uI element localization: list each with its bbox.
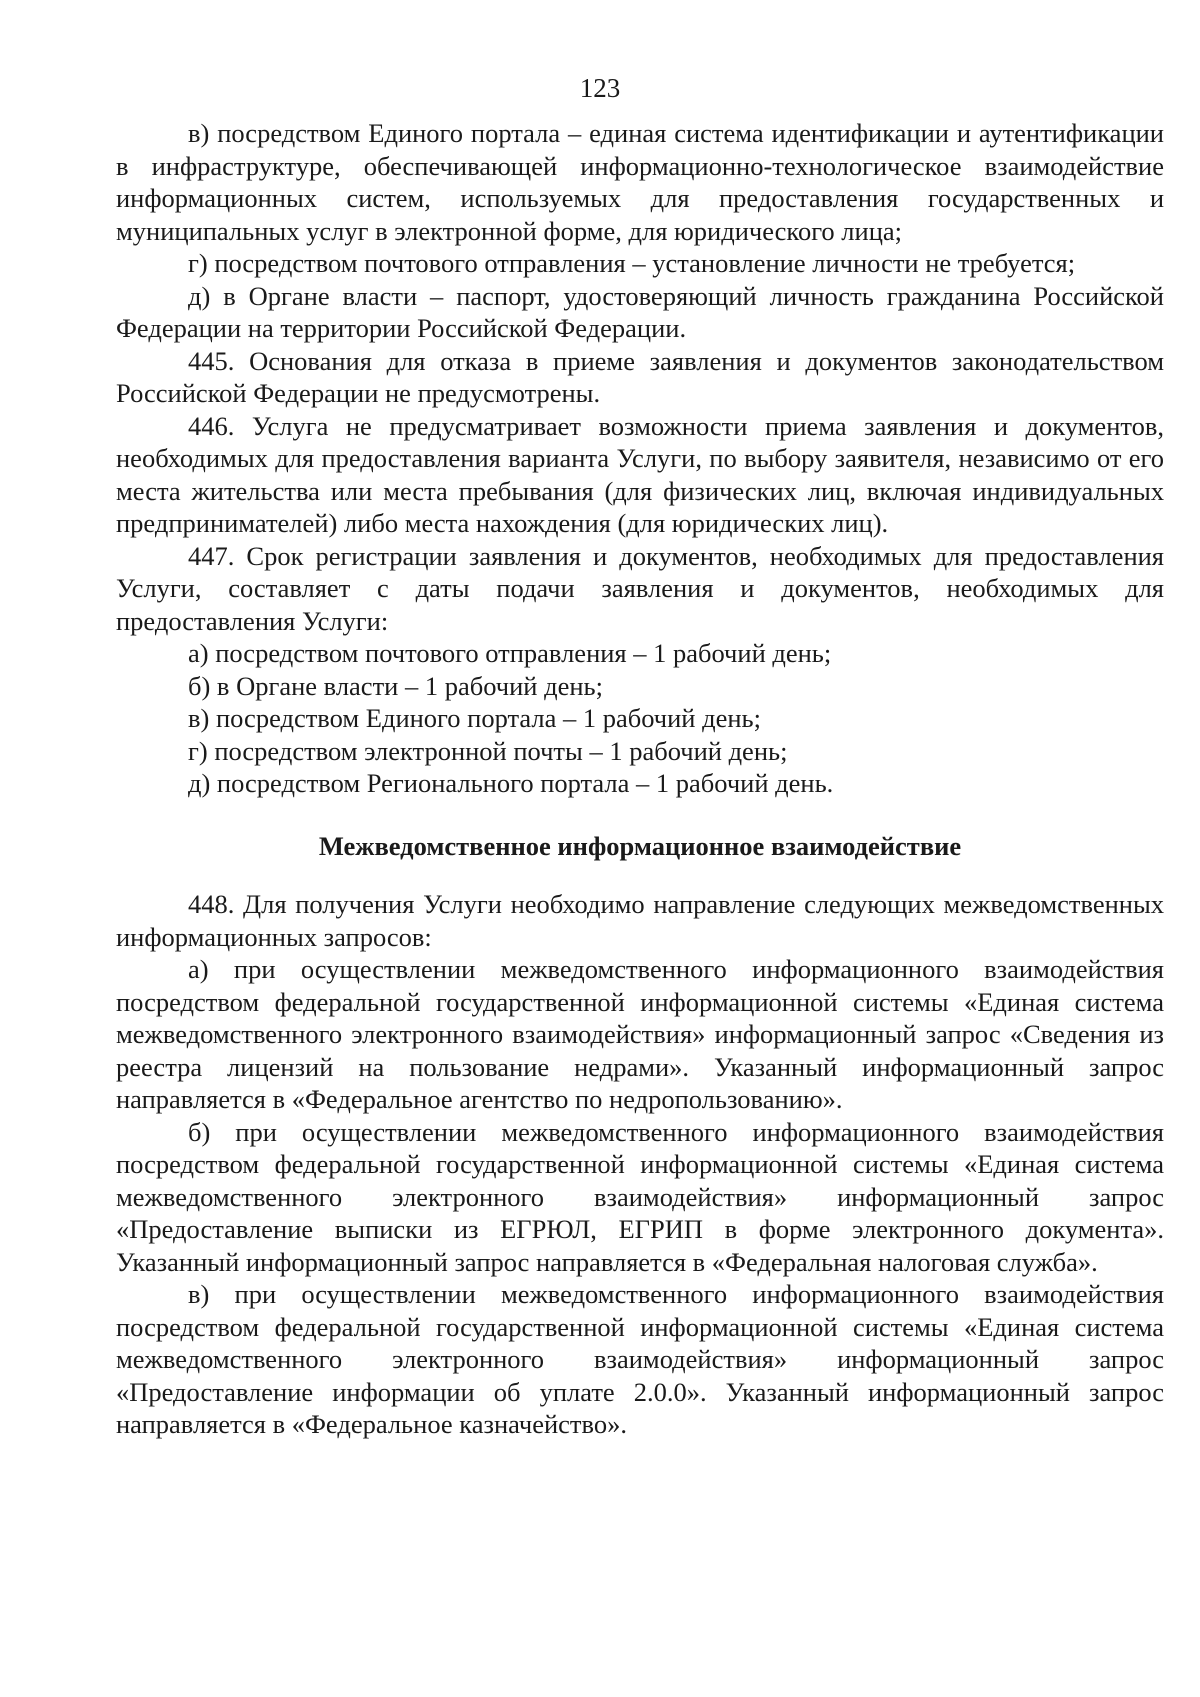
list-item-postal: а) посредством почтового отправления – 1 рабочий день; bbox=[188, 638, 832, 668]
paragraph-448: 448. Для получения Услуги необходимо направление следующих межведомственных информационных запросов: bbox=[116, 889, 1164, 952]
paragraph-identification-authority: д) в Органе власти – паспорт, удостоверяющий личность гражданина Российской Федерации на территории Российской Федерации. bbox=[116, 280, 1164, 343]
paragraph-identification-portal: в) посредством Единого портала – единая система идентификации и аутентификации в инфраструктуре, обеспечивающей информационно-технологическое взаимодействие информационных систем, используемых для предоставления государственных и муниципальных услуг в электронной форме, для юридического лица; bbox=[116, 118, 1164, 246]
page-number: 123 bbox=[579, 73, 621, 103]
document-body bbox=[116, 117, 1164, 1441]
paragraph-448-b: б) при осуществлении межведомственного информационного взаимодействия посредством федеральной государственной информационной системы «Единая система межведомственного электронного взаимодействия» информационный запрос «Предоставление выписки из ЕГРЮЛ, ЕГРИП в форме электронного документа». Указанный информационный запрос направляется в «Федеральная налоговая служба». bbox=[116, 1116, 1164, 1277]
paragraph-447: 447. Срок регистрации заявления и документов, необходимых для предоставления Услуги, составляет с даты подачи заявления и документов, необходимых для предоставления Услуги: bbox=[116, 540, 1164, 636]
paragraph-445: 445. Основания для отказа в приеме заявления и документов законодательством Российской Федерации не предусмотрены. bbox=[116, 345, 1164, 408]
section-heading: Межведомственное информационное взаимодействие bbox=[318, 830, 962, 861]
paragraph-446: 446. Услуга не предусматривает возможности приема заявления и документов, необходимых для предоставления варианта Услуги, по выбору заявителя, независимо от его места жительства или места пребывания (для физических лиц, включая индивидуальных предпринимателей) либо места нахождения (для юридических лиц). bbox=[116, 410, 1164, 538]
paragraph-identification-postal: г) посредством почтового отправления – установление личности не требуется; bbox=[188, 248, 1076, 278]
paragraph-448-a: а) при осуществлении межведомственного информационного взаимодействия посредством федеральной государственной информационной системы «Единая система межведомственного электронного взаимодействия» информационный запрос «Сведения из реестра лицензий на пользование недрами». Указанный информационный запрос направляется в «Федеральное агентство по недропользованию». bbox=[116, 954, 1164, 1114]
list-item-authority: б) в Органе власти – 1 рабочий день; bbox=[188, 670, 603, 701]
paragraph-448-c: в) при осуществлении межведомственного информационного взаимодействия посредством федеральной государственной информационной системы «Единая система межведомственного электронного взаимодействия» информационный запрос «Предоставление информации об уплате 2.0.0». Указанный информационный запрос направляется в «Федеральное казначейство». bbox=[116, 1279, 1164, 1439]
list-item-email: г) посредством электронной почты – 1 рабочий день; bbox=[188, 735, 788, 766]
list-item-regional-portal: д) посредством Регионального портала – 1 рабочий день. bbox=[188, 768, 834, 798]
list-item-unified-portal: в) посредством Единого портала – 1 рабочий день; bbox=[188, 703, 761, 733]
